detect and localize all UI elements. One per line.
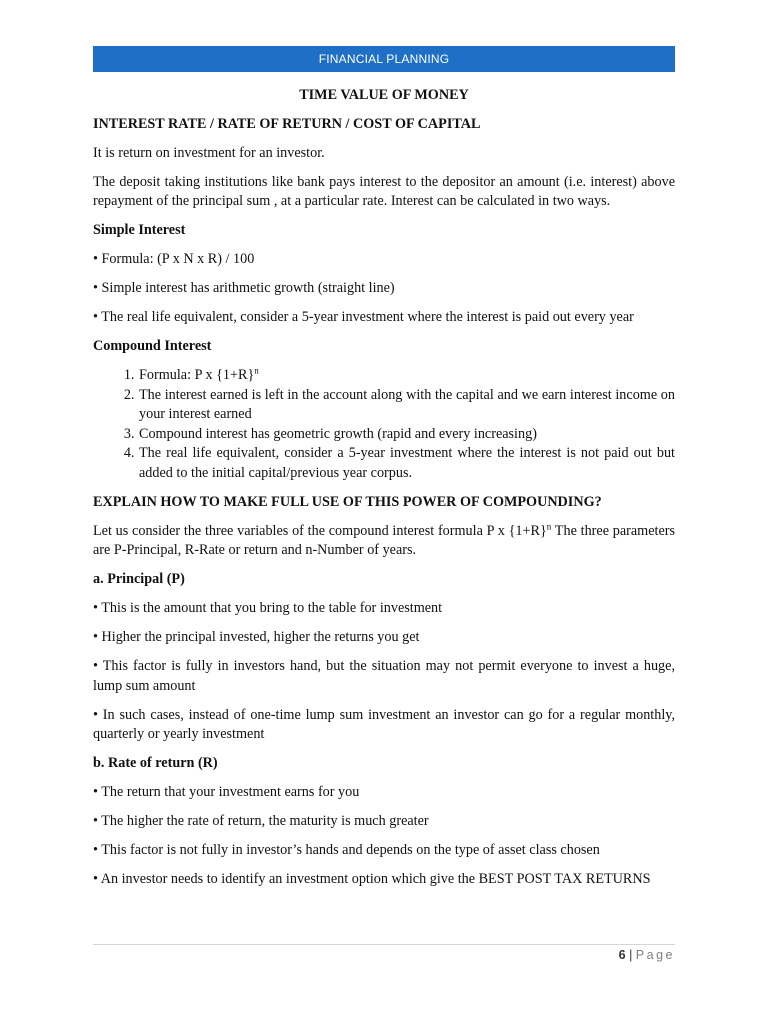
subheading-compound-interest: Compound Interest bbox=[93, 338, 212, 354]
bullet-item: • This is the amount that you bring to the table for investment bbox=[93, 600, 443, 616]
subheading-simple-interest: Simple Interest bbox=[93, 222, 186, 238]
list-item: 4. The real life equivalent, consider a 5-year investment where the interest is not paid out but added to the initial capital/previous year corpus. bbox=[138, 444, 675, 483]
paragraph-text: The three parameters are P-Principal, R-Rate or return and n-Number of years. bbox=[93, 522, 675, 558]
page-title: TIME VALUE OF MONEY bbox=[299, 87, 469, 103]
compound-interest-list bbox=[93, 366, 675, 483]
footer-divider bbox=[93, 944, 675, 945]
list-item: 2. The interest earned is left in the account along with the capital and we earn interest income on your interest earned bbox=[138, 386, 675, 425]
bullet-item: • Simple interest has arithmetic growth (straight line) bbox=[93, 280, 395, 296]
paragraph-text: Let us consider the three variables of the compound interest formula P x {1+R} bbox=[93, 522, 547, 539]
paragraph: The deposit taking institutions like bank pays interest to the depositor an amount (i.e. interest) above repayment of the principal sum , at a particular rate. Interest can be calculated in two ways. bbox=[93, 173, 675, 209]
bullet-item: • The higher the rate of return, the maturity is much greater bbox=[93, 813, 429, 829]
bullet-item: • Higher the principal invested, higher the returns you get bbox=[93, 629, 420, 645]
bullet-item: • An investor needs to identify an investment option which give the BEST POST TAX RETURNS bbox=[93, 871, 651, 887]
section-heading-interest-rate: INTEREST RATE / RATE OF RETURN / COST OF CAPITAL bbox=[93, 115, 481, 132]
subheading-rate-of-return: b. Rate of return (R) bbox=[93, 755, 218, 771]
formula-text: Formula: P x {1+R} bbox=[139, 367, 255, 383]
list-item bbox=[138, 366, 675, 386]
list-item: 3. Compound interest has geometric growth (rapid and every increasing) bbox=[138, 425, 675, 445]
page-label: Page bbox=[635, 948, 675, 962]
bullet-item: • The real life equivalent, consider a 5-year investment where the interest is paid out every year bbox=[93, 309, 634, 325]
bullet-item: • This factor is fully in investors hand, but the situation may not permit everyone to invest a huge, lump sum amount bbox=[93, 658, 675, 694]
superscript: n bbox=[546, 520, 552, 531]
document-body bbox=[93, 86, 675, 899]
subheading-principal: a. Principal (P) bbox=[93, 571, 185, 587]
page-number: 6 bbox=[618, 948, 626, 962]
bullet-item: • In such cases, instead of one-time lump sum investment an investor can go for a regular monthly, quarterly or yearly investment bbox=[93, 706, 675, 742]
page-footer bbox=[619, 948, 675, 962]
bullet-item: • The return that your investment earns for you bbox=[93, 784, 360, 800]
bullet-item: • Formula: (P x N x R) / 100 bbox=[93, 251, 255, 267]
paragraph: It is return on investment for an investor. bbox=[93, 144, 325, 161]
superscript: n bbox=[254, 365, 259, 376]
bullet-item: • This factor is not fully in investor’s hands and depends on the type of asset class chosen bbox=[93, 842, 600, 858]
paragraph bbox=[93, 522, 675, 561]
footer-separator: | bbox=[629, 948, 633, 962]
header-banner: FINANCIAL PLANNING bbox=[93, 46, 675, 72]
section-heading-compounding: EXPLAIN HOW TO MAKE FULL USE OF THIS POWER OF COMPOUNDING? bbox=[93, 493, 602, 510]
